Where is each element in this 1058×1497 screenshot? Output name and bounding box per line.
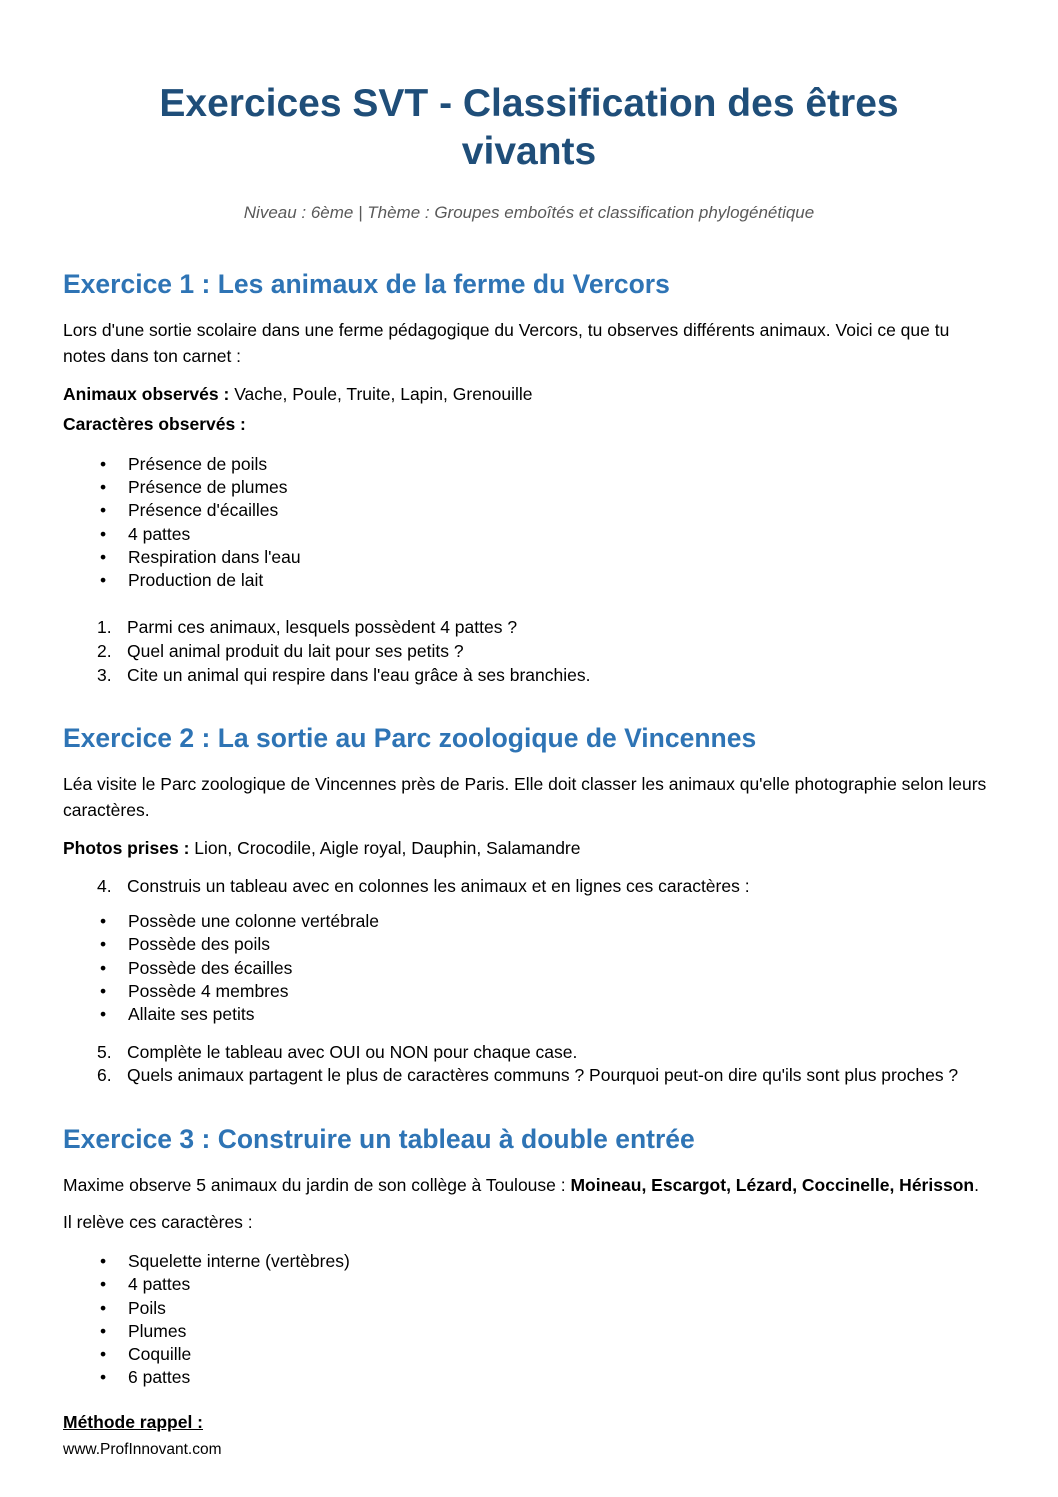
bullet-icon: • [100,1297,107,1318]
question-text: Quel animal produit du lait pour ses petits ? [127,640,464,661]
question-item [97,640,995,664]
list-item [100,569,995,592]
photos-taken-label: Photos prises : [63,838,190,859]
list-item [100,957,995,980]
list-item [100,910,995,933]
bullet-icon: • [100,500,107,521]
page-title: Exercices SVT - Classification des êtres vivants [159,82,899,173]
bullet-icon: • [100,1344,107,1365]
list-item-text: Possède 4 membres [128,981,289,1002]
list-item-text: Squelette interne (vertèbres) [128,1251,350,1272]
intro-prefix: Maxime observe 5 animaux du jardin de son collège à Toulouse : [63,1174,571,1195]
list-item [100,1273,995,1296]
bullet-icon: • [100,1251,107,1272]
bullet-icon: • [100,476,107,497]
question-item [97,875,995,899]
list-item [100,1343,995,1366]
question-number: 5. [97,1041,112,1062]
exercise-1-question-list [63,616,995,687]
bullet-icon: • [100,934,107,955]
exercise-3-heading: Exercice 3 : Construire un tableau à double entrée [63,1123,695,1154]
intro-suffix: . [974,1174,979,1195]
question-item [97,616,995,640]
question-number: 2. [97,640,112,661]
list-item-text: 4 pattes [128,523,191,544]
question-number: 6. [97,1065,112,1086]
list-item-text: Allaite ses petits [128,1004,255,1025]
exercise-3-section [63,1124,995,1433]
list-item [100,1320,995,1343]
characters-observed-line [63,411,995,438]
bullet-icon: • [100,546,107,567]
question-text: Construis un tableau avec en colonnes les animaux et en lignes ces caractères : [127,875,750,896]
question-number: 1. [97,617,112,638]
bullet-icon: • [100,957,107,978]
animals-observed-line [63,381,995,408]
exercise-2-section [63,723,995,1088]
list-item [100,1003,995,1026]
list-item [100,499,995,522]
question-number: 4. [97,875,112,896]
list-item [100,933,995,956]
exercise-2-heading: Exercice 2 : La sortie au Parc zoologique de Vincennes [63,723,757,754]
question-item [97,664,995,688]
bullet-icon: • [100,1320,107,1341]
question-text: Parmi ces animaux, lesquels possèdent 4 pattes ? [127,617,518,638]
question-number: 3. [97,664,112,685]
question-item [97,1041,995,1065]
exercise-1-heading: Exercice 1 : Les animaux de la ferme du Vercors [63,269,670,300]
list-item-text: Possède des poils [128,934,271,955]
list-item [100,980,995,1003]
page-subtitle: Niveau : 6ème | Thème : Groupes emboîtés et classification phylogénétique [243,203,815,223]
bullet-icon: • [100,1367,107,1388]
bullet-icon: • [100,911,107,932]
photos-taken-value: Lion, Crocodile, Aigle royal, Dauphin, Salamandre [194,838,581,859]
list-item-text: Présence de plumes [128,476,288,497]
bullet-icon: • [100,523,107,544]
site-footer: www.ProfInnovant.com [63,1440,222,1458]
photos-taken-line [63,835,995,862]
list-item [100,1250,995,1273]
list-item-text: Poils [128,1297,166,1318]
animals-list-bold: Moineau, Escargot, Lézard, Coccinelle, Hérisson [570,1174,975,1195]
method-reminder-label: Méthode rappel : [63,1411,204,1432]
exercise-2-intro: Léa visite le Parc zoologique de Vincennes près de Paris. Elle doit classer les animaux qu'elle photographie selon leurs caractères. [63,773,987,821]
releve-line: Il relève ces caractères : [63,1211,253,1232]
question-text: Complète le tableau avec OUI ou NON pour chaque case. [127,1041,578,1062]
question-text: Quels animaux partagent le plus de caractères communs ? Pourquoi peut-on dire qu'ils sont plus proches ? [127,1065,959,1086]
list-item [100,1366,995,1389]
list-item-text: Possède des écailles [128,957,293,978]
bullet-icon: • [100,1274,107,1295]
exercise-3-intro [63,1172,995,1198]
list-item-text: Possède une colonne vertébrale [128,911,380,932]
list-item-text: Présence d'écailles [128,500,279,521]
list-item-text: Respiration dans l'eau [128,546,301,567]
exercise-3-bullet-list [63,1250,995,1390]
bullet-icon: • [100,570,107,591]
list-item-text: 4 pattes [128,1274,191,1295]
exercise-1-intro: Lors d'une sortie scolaire dans une ferme pédagogique du Vercors, tu observes différents animaux. Voici ce que tu notes dans ton carnet : [63,319,950,367]
exercise-1-bullet-list [63,453,995,593]
animals-observed-label: Animaux observés : [63,384,230,405]
exercise-2-bullet-list [63,910,995,1026]
bullet-icon: • [100,1004,107,1025]
exercise-1-section [63,269,995,687]
animals-observed-value: Vache, Poule, Truite, Lapin, Grenouille [234,384,533,405]
bullet-icon: • [100,981,107,1002]
list-item [100,1297,995,1320]
exercise-2-question-list [63,1041,995,1088]
list-item-text: Production de lait [128,570,264,591]
list-item-text: Présence de poils [128,453,268,474]
bullet-icon: • [100,453,107,474]
exercise-2-question-4 [63,875,995,899]
question-text: Cite un animal qui respire dans l'eau grâce à ses branchies. [127,664,591,685]
list-item [100,546,995,569]
characters-observed-label: Caractères observés : [63,413,246,434]
list-item [100,453,995,476]
list-item-text: 6 pattes [128,1367,191,1388]
list-item [100,523,995,546]
list-item-text: Plumes [128,1320,187,1341]
list-item-text: Coquille [128,1344,192,1365]
question-item [97,1064,995,1088]
list-item [100,476,995,499]
